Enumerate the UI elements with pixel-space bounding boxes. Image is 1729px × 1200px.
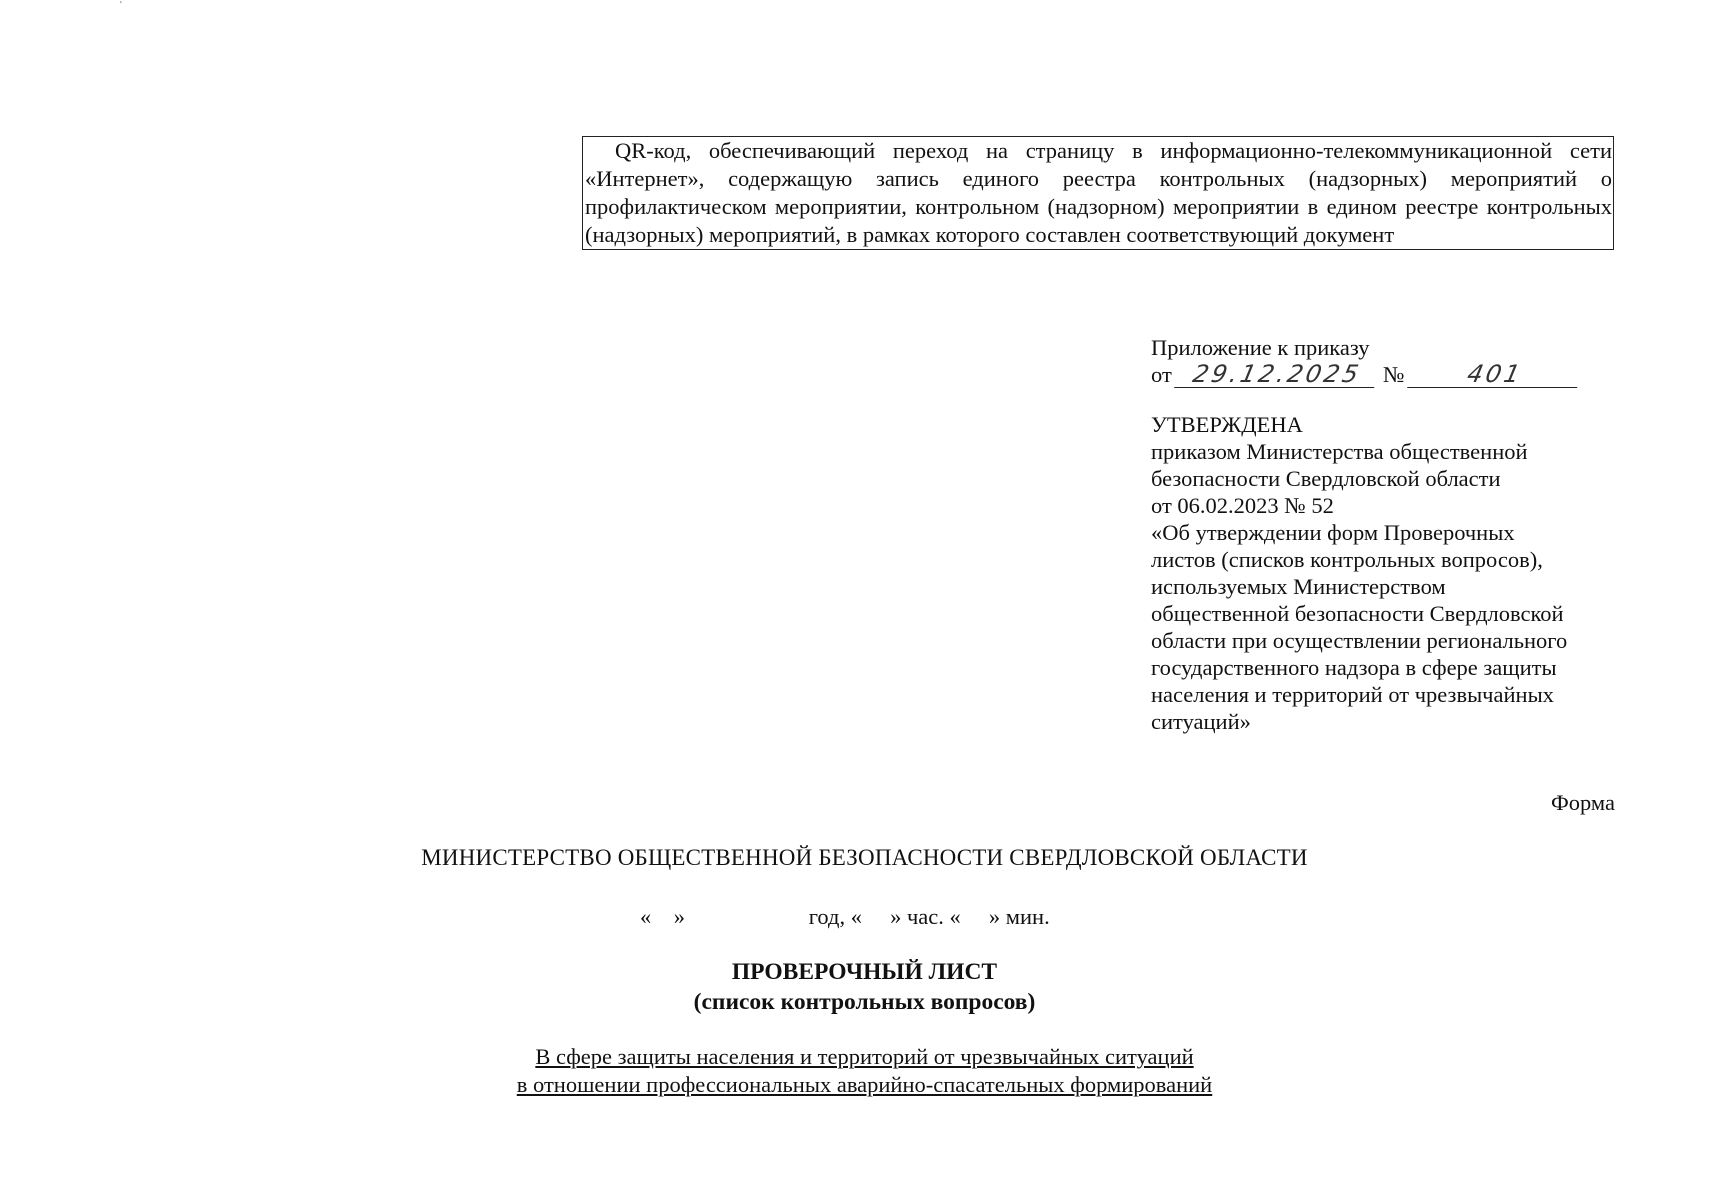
datetime-line: « » год, « » час. « » мин. [640,904,1050,929]
checklist-title: ПРОВЕРОЧНЫЙ ЛИСТ [731,959,998,985]
approved-line: «Об утверждении форм Проверочных [1151,520,1515,545]
approved-line: населения и территорий от чрезвычайных [1151,682,1554,707]
approved-heading: УТВЕРЖДЕНА [1151,412,1303,437]
handwritten-number: 401 [1407,361,1583,388]
approved-line: приказом Министерства общественной [1151,439,1528,464]
qr-code-notice-box [582,136,1614,250]
ministry-heading: МИНИСТЕРСТВО ОБЩЕСТВЕННОЙ БЕЗОПАСНОСТИ СВЕРДЛОВСКОЙ ОБЛАСТИ [421,845,1308,870]
sphere-line: в отношении профессиональных аварийно-спасательных формирований [516,1072,1213,1097]
approved-line: области при осуществлении регионального [1151,628,1568,653]
approved-line: листов (списков контрольных вопросов), [1151,547,1543,572]
appendix-block [1151,334,1621,388]
sphere-line: В сфере защиты населения и территорий от чрезвычайных ситуаций [535,1044,1194,1069]
appendix-date-number-line [1151,361,1621,388]
approved-line: государственного надзора в сфере защиты [1151,655,1557,680]
approval-block [1151,411,1621,735]
sphere-description [0,1043,1729,1099]
approved-line: общественной безопасности Свердловской [1151,601,1564,626]
form-label: Форма [1550,790,1615,815]
checklist-title-block [0,957,1729,1017]
appendix-title: Приложение к приказу [1151,335,1370,360]
handwritten-date: 29.12.2025 [1175,361,1381,388]
approved-body [1151,438,1621,735]
approved-line: ситуаций» [1151,709,1251,734]
qr-code-notice-text: QR-код, обеспечивающий переход на страницу в информационно-телекоммуникационной сети «Интернет», содержащую запись единого реестра контрольных (надзорных) мероприятий о профилактическом мероприятии, контрольном (надзорном) мероприятии в едином реестре контрольных (надзорных) мероприятий, в рамках которого составлен соответствующий документ [585,138,1612,247]
number-label: № [1383,362,1405,387]
approved-line: от 06.02.2023 № 52 [1151,493,1334,518]
checklist-subtitle: (список контрольных вопросов) [693,989,1036,1015]
scan-mark: ' [120,0,122,11]
approved-line: безопасности Свердловской области [1151,466,1501,491]
from-label: от [1151,362,1172,387]
approved-line: используемых Министерством [1151,574,1446,599]
